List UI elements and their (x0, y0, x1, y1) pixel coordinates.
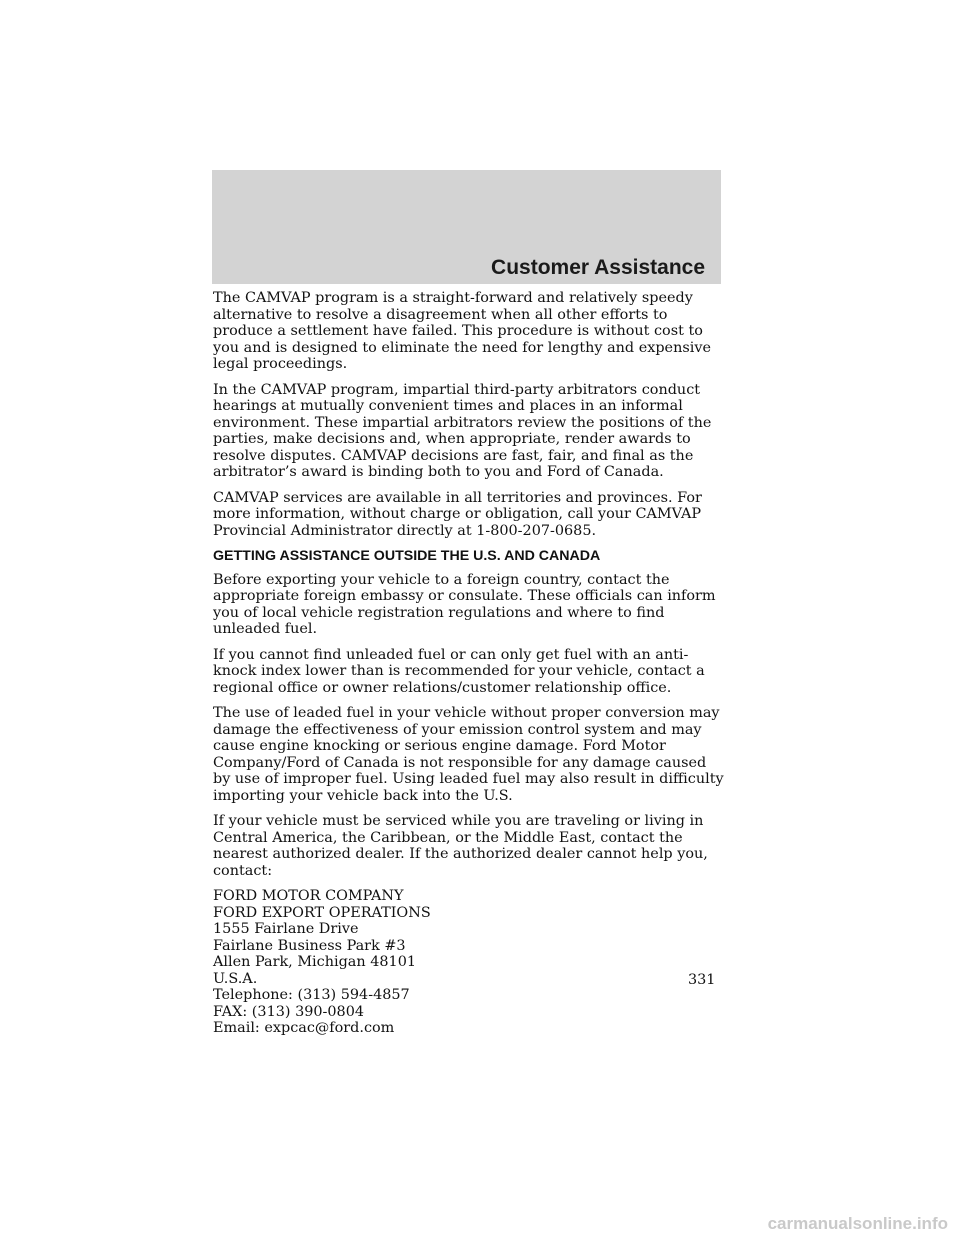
address-line-street: 1555 Fairlane Drive (213, 921, 359, 937)
page-content (213, 290, 725, 1037)
address-line-email: Email: expcac@ford.com (213, 1020, 395, 1036)
address-line-telephone: Telephone: (313) 594-4857 (213, 987, 410, 1003)
address-line-business-park: Fairlane Business Park #3 (213, 937, 406, 954)
paragraph-camvap-arbitrators: In the CAMVAP program, impartial third-party arbitrators conduct hearings at mutually convenient times and places in an informal environment. These impartial arbitrators review the positions of the parties, make decisions and, when appropriate, render awards to resolve disputes. CAMVAP decisions are fast, fair, and final as the arbitrator’s award is binding both to you and Ford of Canada. (213, 381, 712, 480)
address-line-company: FORD MOTOR COMPANY (213, 888, 404, 904)
paragraph-camvap-intro: The CAMVAP program is a straight-forward and relatively speedy alternative to resolve a disagreement when all other efforts to produce a settlement have failed. This procedure is without cost to you and is designed to eliminate the need for lengthy and expensive legal proceedings. (213, 290, 711, 372)
address-line-country: U.S.A. (213, 970, 258, 987)
paragraph-camvap-services: CAMVAP services are available in all territories and provinces. For more information, without charge or obligation, call your CAMVAP Provincial Administrator directly at 1-800-207-0685. (213, 489, 702, 539)
contact-address-block (213, 888, 725, 1037)
paragraph-unleaded-fuel: If you cannot find unleaded fuel or can only get fuel with an anti-knock index lower than is recommended for your vehicle, contact a regional office or owner relations/customer relationship office. (213, 646, 705, 696)
section-header-band (212, 170, 721, 284)
paragraph-servicing-abroad: If your vehicle must be serviced while you are traveling or living in Central America, the Caribbean, or the Middle East, contact the nearest authorized dealer. If the authorized dealer cannot help you, contact: (213, 813, 708, 879)
address-line-department: FORD EXPORT OPERATIONS (213, 904, 431, 921)
page-number: 331 (688, 972, 716, 988)
section-title: Customer Assistance (491, 256, 705, 279)
site-watermark: carmanualsonline.info (767, 1214, 948, 1233)
paragraph-leaded-fuel-warning: The use of leaded fuel in your vehicle without proper conversion may damage the effectiveness of your emission control system and may cause engine knocking or serious engine damage. Ford Motor Company/Ford of Canada is not responsible for any damage caused by use of improper fuel. Using leaded fuel may also result in difficulty importing your vehicle back into the U.S. (213, 705, 724, 804)
paragraph-exporting-vehicle: Before exporting your vehicle to a foreign country, contact the appropriate foreign embassy or consulate. These officials can inform you of local vehicle registration regulations and where to find unleaded fuel. (213, 571, 716, 637)
section-heading-outside-us-canada: GETTING ASSISTANCE OUTSIDE THE U.S. AND CANADA (213, 548, 601, 564)
address-line-city: Allen Park, Michigan 48101 (213, 954, 417, 970)
address-line-fax: FAX: (313) 390-0804 (213, 1003, 365, 1020)
